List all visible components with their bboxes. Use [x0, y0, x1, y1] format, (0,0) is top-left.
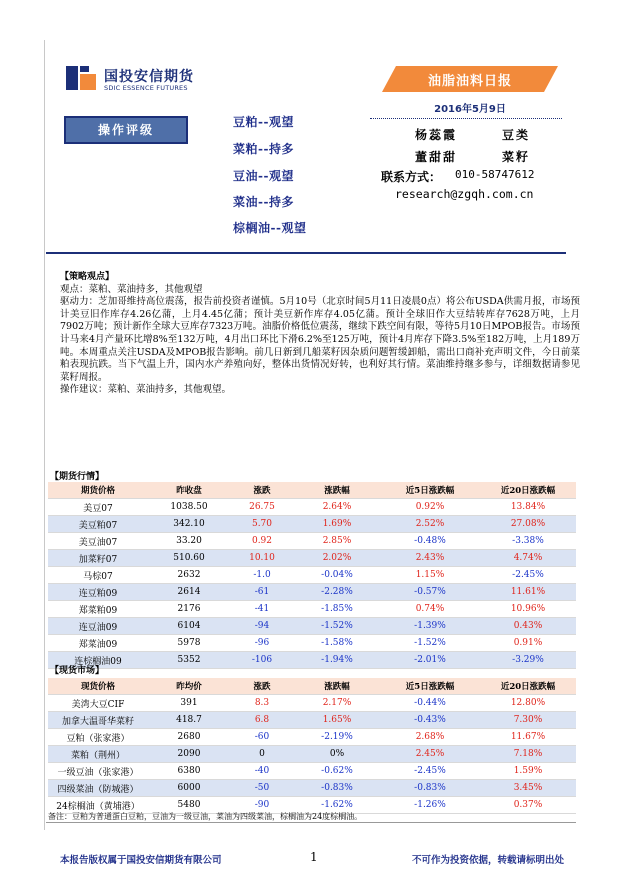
table-cell: -96	[230, 635, 294, 652]
table-row	[48, 533, 576, 550]
row-label-cell: 四级菜油（防城港）	[48, 780, 148, 797]
spot-rows	[48, 695, 576, 814]
date-dotted-divider	[370, 118, 562, 119]
table-cell: 2.02%	[294, 550, 380, 567]
spot-header-cell: 近5日涨跌幅	[380, 678, 480, 695]
futures-section-label: 【期货行情】	[50, 472, 105, 482]
row-label-cell: 美湾大豆CIF	[48, 695, 148, 712]
table-cell: -1.39%	[380, 618, 480, 635]
table-cell: -2.45%	[380, 763, 480, 780]
table-cell: -94	[230, 618, 294, 635]
row-label-cell: 连豆粕09	[48, 584, 148, 601]
table-cell: 11.61%	[480, 584, 576, 601]
table-cell: 2632	[148, 567, 230, 584]
table-row	[48, 746, 576, 763]
row-label-cell: 美豆油07	[48, 533, 148, 550]
table-cell: -2.19%	[294, 729, 380, 746]
footer-copyright: 本报告版权属于国投安信期货有限公司	[60, 855, 222, 866]
row-label-cell: 美豆07	[48, 499, 148, 516]
table-cell: 0	[230, 746, 294, 763]
table-cell: 6.8	[230, 712, 294, 729]
table-cell: 0.92	[230, 533, 294, 550]
table-row	[48, 763, 576, 780]
table-cell: -0.43%	[380, 712, 480, 729]
table-cell: -1.85%	[294, 601, 380, 618]
rating-rapeseed-meal: 菜粕--持多	[233, 142, 294, 156]
table-cell: 2.45%	[380, 746, 480, 763]
table-cell: 2.17%	[294, 695, 380, 712]
report-title: 油脂油料日报	[427, 74, 512, 89]
table-cell: 11.67%	[480, 729, 576, 746]
rating-palm-oil: 棕榈油--观望	[233, 221, 307, 235]
analyst-name-2: 董甜甜	[415, 150, 458, 164]
table-cell: -0.04%	[294, 567, 380, 584]
row-label-cell: 美豆粕07	[48, 516, 148, 533]
table-cell: 8.3	[230, 695, 294, 712]
table-cell: 342.10	[148, 516, 230, 533]
row-label-cell: 菜粕（荆州）	[48, 746, 148, 763]
futures-header-cell: 期货价格	[48, 482, 148, 499]
table-row	[48, 601, 576, 618]
analyst-field-2: 菜籽	[502, 150, 531, 164]
table-cell: 7.30%	[480, 712, 576, 729]
logo-text-en: SDIC ESSENCE FUTURES	[104, 84, 188, 92]
table-cell: 6000	[148, 780, 230, 797]
table-cell: 33.20	[148, 533, 230, 550]
table-cell: 0.74%	[380, 601, 480, 618]
table-cell: 5978	[148, 635, 230, 652]
analyst-name-1: 杨蕊霞	[415, 128, 458, 142]
spot-header-cell: 涨跌	[230, 678, 294, 695]
table-cell: 10.10	[230, 550, 294, 567]
table-cell: -0.83%	[380, 780, 480, 797]
table-cell: 13.84%	[480, 499, 576, 516]
table-row	[48, 499, 576, 516]
table-row	[48, 652, 576, 669]
row-label-cell: 郑菜粕09	[48, 601, 148, 618]
table-row	[48, 780, 576, 797]
table-cell: 418.7	[148, 712, 230, 729]
table-cell: 1.69%	[294, 516, 380, 533]
table-cell: 27.08%	[480, 516, 576, 533]
table-cell: 6380	[148, 763, 230, 780]
footer-divider	[46, 822, 576, 823]
row-label-cell: 郑菜油09	[48, 635, 148, 652]
table-cell: 5352	[148, 652, 230, 669]
section-divider	[46, 252, 566, 254]
row-label-cell: 连棕榈油09	[48, 652, 148, 669]
futures-header-cell: 涨跌幅	[294, 482, 380, 499]
table-cell: 1.15%	[380, 567, 480, 584]
table-cell: -60	[230, 729, 294, 746]
spot-table	[48, 678, 576, 814]
contact-phone: 010-58747612	[455, 168, 535, 181]
table-cell: -2.28%	[294, 584, 380, 601]
table-cell: 7.18%	[480, 746, 576, 763]
sdic-logo-icon	[66, 66, 96, 90]
table-row	[48, 618, 576, 635]
table-cell: -50	[230, 780, 294, 797]
futures-rows	[48, 499, 576, 669]
spot-section-label: 【现货市场】	[50, 666, 105, 676]
table-row	[48, 550, 576, 567]
rating-soy-oil: 豆油--观望	[233, 169, 294, 183]
spot-header-cell: 昨均价	[148, 678, 230, 695]
table-cell: -61	[230, 584, 294, 601]
table-cell: 391	[148, 695, 230, 712]
table-row	[48, 729, 576, 746]
table-cell: -1.0	[230, 567, 294, 584]
table-cell: 510.60	[148, 550, 230, 567]
table-cell: 1.65%	[294, 712, 380, 729]
contact-email[interactable]: research@zgqh.com.cn	[395, 187, 534, 201]
table-row	[48, 567, 576, 584]
spot-header-cell: 近20日涨跌幅	[480, 678, 576, 695]
table-row	[48, 695, 576, 712]
table-cell: 2.43%	[380, 550, 480, 567]
table-cell: 6104	[148, 618, 230, 635]
contact-label: 联系方式：	[381, 170, 442, 184]
table-cell: -1.52%	[294, 618, 380, 635]
table-cell: 1038.50	[148, 499, 230, 516]
table-cell: -0.83%	[294, 780, 380, 797]
rating-soymeal: 豆粕--观望	[233, 115, 294, 129]
table-cell: 0.37%	[480, 797, 576, 814]
footer-disclaimer: 不可作为投资依据，转载请标明出处	[412, 855, 565, 866]
table-cell: 2.52%	[380, 516, 480, 533]
table-row	[48, 635, 576, 652]
table-cell: -1.58%	[294, 635, 380, 652]
table-cell: 0.43%	[480, 618, 576, 635]
table-cell: -2.01%	[380, 652, 480, 669]
strategy-body: 观点：菜粕、菜油持多，其他观望 驱动力：芝加哥维持高位震荡，报告前投资者谨慎。5月10号（北京时间5月11日凌晨0点）将公布USDA供需月报，市场预计美豆旧作库存4.26亿蒲，上月4.45亿蒲；预计美豆新作库存4.05亿蒲。预计全球旧作大豆结转库存7628万吨，上月7902万吨；预计新作全球大豆库存7323万吨。油脂价格低位震荡，继续下跌空间有限，等待5月10日MPOB报告。市场预计马来4月产量环比增8%至132万吨，4月出口环比下滑6.2%至125万吨，预计4月库存下降3.5%至182万吨，上月189万吨。本周重点关注USDA及MPOB报告影响。前几日新到几船菜籽因杂质问题暂缓卸船，需出口商补充声明文件，今日前菜粕表现抗跌。当下气温上升，国内水产养殖向好，整体出货情况好转，也利好其行情。菜油维持继多参与，详细数据请参见菜籽周报。 操作建议：菜粕、菜油持多，其他观望。	[60, 283, 580, 396]
table-cell: 2090	[148, 746, 230, 763]
table-cell: -90	[230, 797, 294, 814]
page-number: 1	[310, 850, 318, 864]
futures-header-cell: 昨收盘	[148, 482, 230, 499]
row-label-cell: 24棕榈油（黄埔港）	[48, 797, 148, 814]
table-cell: -0.44%	[380, 695, 480, 712]
table-cell: -3.38%	[480, 533, 576, 550]
logo-text-cn: 国投安信期货	[104, 69, 194, 85]
futures-table	[48, 482, 576, 669]
futures-header-cell: 涨跌	[230, 482, 294, 499]
table-cell: -1.62%	[294, 797, 380, 814]
table-cell: 2.85%	[294, 533, 380, 550]
table-cell: 2614	[148, 584, 230, 601]
rating-label-box: 操作评级	[64, 116, 188, 144]
table-cell: -3.29%	[480, 652, 576, 669]
table-cell: 2.64%	[294, 499, 380, 516]
table-cell: -106	[230, 652, 294, 669]
table-cell: -1.26%	[380, 797, 480, 814]
table-row	[48, 712, 576, 729]
table-cell: -1.94%	[294, 652, 380, 669]
table-cell: 5480	[148, 797, 230, 814]
rating-rapeseed-oil: 菜油--持多	[233, 195, 294, 209]
table-cell: -1.52%	[380, 635, 480, 652]
futures-header-cell: 近5日涨跌幅	[380, 482, 480, 499]
left-margin-line	[44, 40, 45, 830]
row-label-cell: 马棕07	[48, 567, 148, 584]
table-row	[48, 516, 576, 533]
row-label-cell: 豆粕（张家港）	[48, 729, 148, 746]
strategy-section	[60, 271, 580, 397]
row-label-cell: 加拿大温哥华菜籽	[48, 712, 148, 729]
table-cell: -40	[230, 763, 294, 780]
table-cell: 5.70	[230, 516, 294, 533]
table-footnote: 备注：豆粕为普通蛋白豆粕，豆油为一级豆油，菜油为四级菜油，棕榈油为24度棕榈油。	[48, 812, 363, 821]
report-date: 2016年5月9日	[434, 104, 506, 115]
table-cell: 2.68%	[380, 729, 480, 746]
table-cell: 26.75	[230, 499, 294, 516]
table-cell: 0.91%	[480, 635, 576, 652]
table-cell: -41	[230, 601, 294, 618]
table-cell: 2176	[148, 601, 230, 618]
row-label-cell: 加菜籽07	[48, 550, 148, 567]
table-cell: 0%	[294, 746, 380, 763]
table-cell: 0.92%	[380, 499, 480, 516]
futures-header-cell: 近20日涨跌幅	[480, 482, 576, 499]
table-cell: -0.57%	[380, 584, 480, 601]
futures-header-row	[48, 482, 576, 499]
table-cell: -0.62%	[294, 763, 380, 780]
analyst-field-1: 豆类	[502, 128, 531, 142]
table-cell: 2680	[148, 729, 230, 746]
row-label-cell: 连豆油09	[48, 618, 148, 635]
table-cell: -0.48%	[380, 533, 480, 550]
table-cell: 12.80%	[480, 695, 576, 712]
table-row	[48, 584, 576, 601]
spot-header-cell: 涨跌幅	[294, 678, 380, 695]
table-cell: 3.45%	[480, 780, 576, 797]
table-cell: 4.74%	[480, 550, 576, 567]
table-cell: 10.96%	[480, 601, 576, 618]
table-cell: -2.45%	[480, 567, 576, 584]
spot-header-cell: 现货价格	[48, 678, 148, 695]
row-label-cell: 一级豆油（张家港）	[48, 763, 148, 780]
strategy-heading: 【策略观点】	[60, 272, 115, 282]
table-cell: 1.59%	[480, 763, 576, 780]
spot-header-row	[48, 678, 576, 695]
